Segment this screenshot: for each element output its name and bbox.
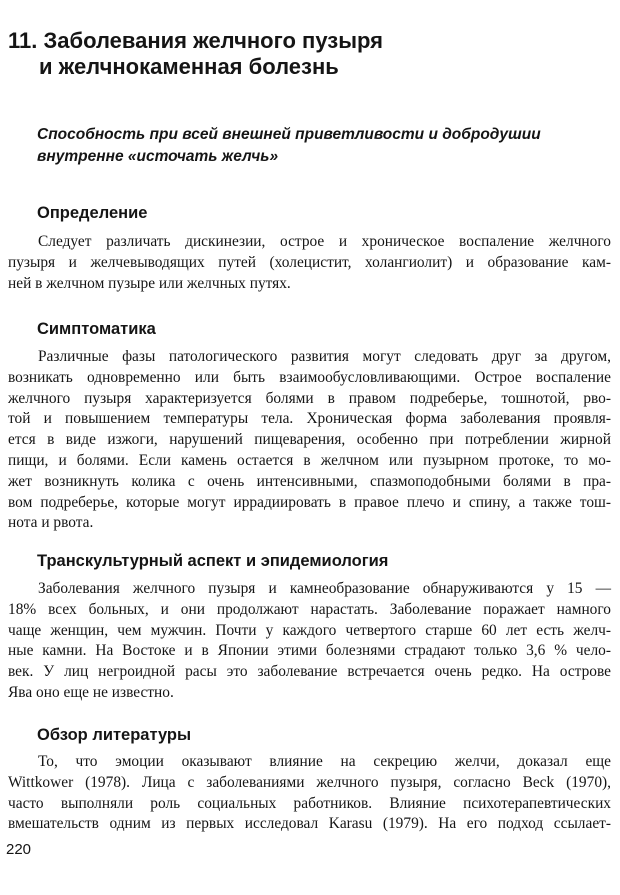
paragraph-line: пузыря и желчевыводящих путей (холецистит, холангиолит) и образование кам- [8, 253, 611, 271]
epigraph [37, 124, 612, 168]
chapter-title-line-2: и желчнокаменная болезнь [39, 54, 339, 79]
paragraph-line: часто выполняли роль социальных работников. Влияние психотерапевтических [8, 794, 611, 812]
chapter-title-line-1: 11. Заболевания желчного пузыря [8, 28, 383, 53]
paragraph-line: Заболевания желчного пузыря и камнеобразование обнаруживаются у 15 — [38, 580, 611, 597]
paragraph-line: жет возникнуть колика с очень интенсивными, спазмоподобными болями в пра- [8, 472, 611, 490]
paragraph-line: 18% всех больных, и они продолжают нарастать. Заболевание поражает намного [8, 600, 611, 618]
paragraph-line: ней в желчном пузыре или желчных путях. [8, 274, 291, 292]
page-number: 220 [6, 841, 32, 858]
paragraph-line: Ява оно еще не известно. [8, 683, 174, 701]
paragraph-line: вом подреберье, которые могут иррадиировать в правое плечо и спину, а также тош- [8, 493, 611, 511]
paragraph-line: Следует различать дискинезии, острое и хроническое воспаление желчного [38, 233, 611, 250]
paragraph-line: Wittkower (1978). Лица с заболеваниями желчного пузыря, согласно Beck (1970), [8, 773, 611, 791]
epigraph-line-2: внутренне «источать желчь» [37, 148, 279, 165]
section-heading-epidemiology: Транскультурный аспект и эпидемиология [37, 552, 389, 570]
paragraph-line: пищи, и болями. Если камень остается в желчном или пузырном протоке, то мо- [8, 451, 611, 469]
section-heading-symptoms: Симптоматика [37, 320, 156, 338]
paragraph-line: вмешательств одним из первых исследовал Karasu (1979). На его подход ссылает- [8, 815, 611, 833]
chapter-title [8, 28, 608, 80]
paragraph-line: ные камни. На Востоке и в Японии этими болезнями страдают только 3,6 % чело- [8, 642, 611, 660]
section-heading-definition: Определение [37, 204, 148, 222]
paragraph-line: век. У лиц негроидной расы это заболевание встречается очень редко. На острове [8, 663, 611, 681]
section-body-symptoms [8, 347, 611, 534]
section-body-epidemiology [8, 579, 611, 704]
paragraph-line: той и повышением температуры тела. Хроническая форма заболевания проявля- [8, 410, 611, 428]
paragraph-line: чаще женщин, чем мужчин. Почти у каждого четвертого старше 60 лет есть желч- [8, 621, 611, 639]
paragraph-line: ется в виде изжоги, нарушений пищеварения, особенно при потреблении жирной [8, 431, 611, 449]
paragraph-line: нота и рвота. [8, 514, 94, 532]
paragraph-line: возникать одновременно или быть взаимообусловливающими. Острое воспаление [8, 368, 611, 386]
section-body-literature-review [8, 752, 611, 835]
paragraph-line: желчного пузыря характеризуется болями в правом подреберье, тошнотой, рво- [8, 389, 611, 407]
section-body-definition [8, 232, 611, 294]
paragraph-line: Различные фазы патологического развития могут следовать друг за другом, [38, 348, 611, 365]
epigraph-line-1: Способность при всей внешней приветливости и добродушии [37, 126, 541, 143]
section-heading-literature-review: Обзор литературы [37, 726, 192, 744]
paragraph-line: То, что эмоции оказывают влияние на секрецию желчи, доказал еще [38, 753, 611, 770]
